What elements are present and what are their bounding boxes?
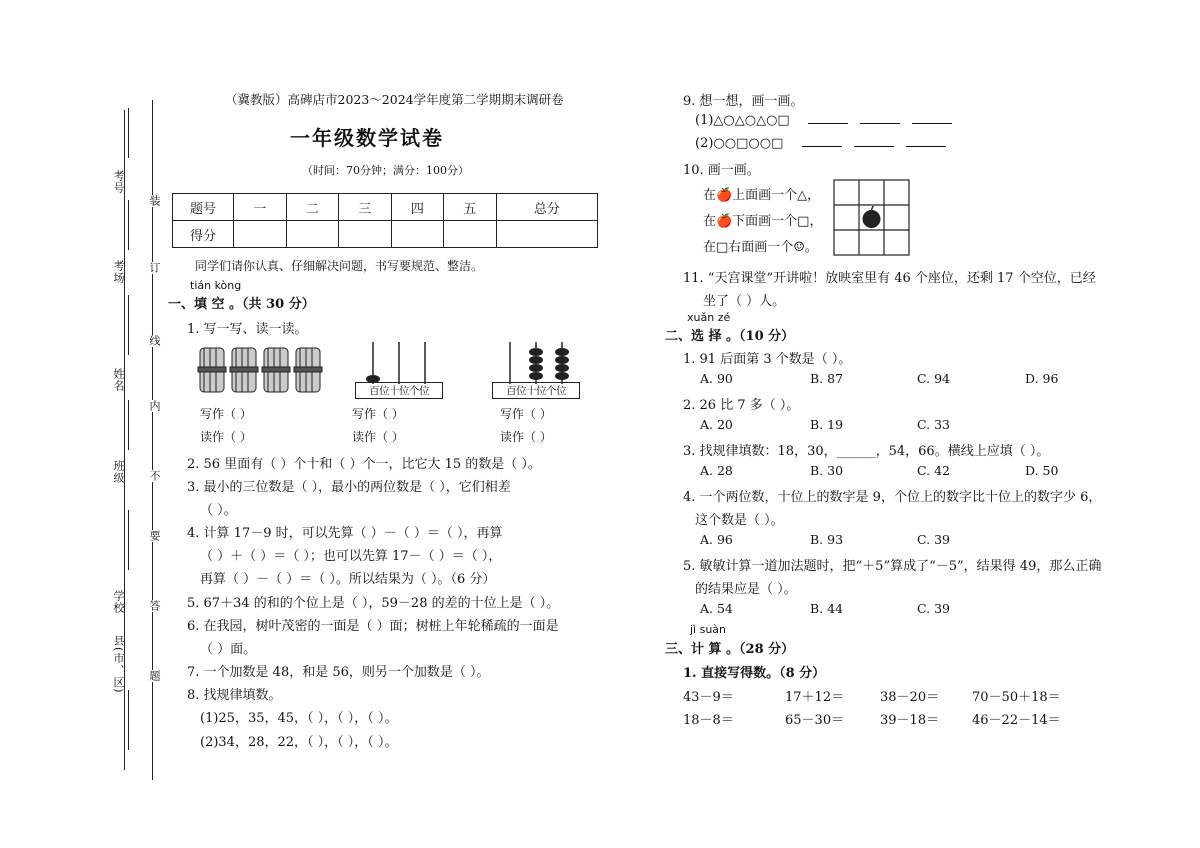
read-as-3[interactable]: 读作（ ） [500, 430, 552, 444]
instruction: 同学们请你认真、仔细解决问题，书写要规范、整洁。 [195, 259, 484, 273]
read-as-1[interactable]: 读作（ ） [200, 430, 252, 444]
q8-part2[interactable]: (2)34，28，22，（ ），（ ），（ ）。 [200, 735, 398, 750]
answer-line[interactable] [912, 123, 952, 124]
answer-line[interactable] [906, 146, 946, 147]
choice-option[interactable]: C. 94 [917, 371, 950, 386]
q4-text-c[interactable]: 再算（ ）－（ ）＝（ ）。所以结果为（ ）。（6 分） [200, 572, 496, 587]
abacus-rods [492, 340, 580, 384]
seal-char: 答 [148, 600, 161, 612]
section2-pinyin: xuǎn zé [687, 311, 731, 324]
q10-grid[interactable] [833, 179, 911, 257]
q8-text: 8. 找规律填数。 [187, 688, 282, 703]
q8-part1[interactable]: (1)25，35，45，（ ），（ ），（ ）。 [200, 711, 398, 726]
fill-line[interactable] [128, 510, 129, 570]
answer-line[interactable] [860, 123, 900, 124]
q5-text[interactable]: 5. 67＋34 的和的个位上是（ ），59－28 的差的十位上是（ ）。 [187, 596, 560, 611]
q10-instr-1: 在🍎上面画一个△， [703, 188, 821, 203]
choice-option[interactable]: C. 42 [917, 463, 950, 478]
score-table [172, 193, 598, 248]
choice-option[interactable]: B. 87 [810, 371, 844, 386]
fill-line[interactable] [128, 108, 129, 158]
stick-bundles-figure [196, 343, 331, 398]
abacus-rods [355, 340, 443, 384]
stick-bundle [262, 348, 290, 392]
q4-text-a[interactable]: 4. 计算 17－9 时，可以先算（ ）－（ ）＝（ ），再算 [187, 526, 503, 541]
q4-text-b[interactable]: （ ）＋（ ）＝（ ）；也可以先算 17－（ ）＝（ ）， [200, 549, 502, 564]
abacus-bead [555, 356, 569, 364]
abacus-bead [529, 348, 543, 356]
exam-title: 一年级数学试卷 [290, 126, 444, 150]
choice-option[interactable]: D. 96 [1025, 371, 1059, 386]
binding-margin [110, 100, 170, 780]
q7-text[interactable]: 7. 一个加数是 48，和是 56，则另一个加数是（ ）。 [187, 665, 490, 680]
score-label-cell: 得分 [173, 221, 234, 248]
choice-option[interactable]: A. 54 [700, 601, 733, 616]
section2-title: 二、选 择 。（10 分） [665, 329, 795, 344]
q3-text-a[interactable]: 3. 最小的三位数是（ ），最小的两位数是（ ），它们相差 [187, 480, 511, 495]
calc-item[interactable]: 43－9＝ [683, 690, 734, 705]
read-as-2[interactable]: 读作（ ） [352, 430, 404, 444]
seal-char: 装 [148, 195, 161, 207]
fill-line[interactable] [128, 690, 129, 750]
choice-option[interactable]: A. 90 [700, 371, 733, 386]
abacus-label: 百位十位个位 [492, 382, 580, 399]
q9-part1[interactable] [695, 113, 952, 128]
answer-line[interactable] [808, 123, 848, 124]
choice-option[interactable]: B. 30 [810, 463, 844, 478]
choice-option[interactable]: B. 19 [810, 417, 844, 432]
score-input-cell[interactable] [444, 221, 497, 248]
abacus-bead [529, 356, 543, 364]
stick-bundle [198, 348, 226, 392]
margin-label-county: 县(市、区) [112, 635, 125, 694]
choice-q2[interactable]: 2. 26 比 7 多（ ）。 [683, 398, 800, 413]
abacus-label: 百位十位个位 [355, 382, 443, 399]
choice-q5[interactable]: 5. 敏敏计算一道加法题时，把“＋5”算成了“－5”，结果得 49，那么正确 [683, 559, 1102, 574]
q3-text-b[interactable]: （ ）。 [200, 503, 237, 518]
write-as-1[interactable]: 写作（ ） [200, 407, 252, 421]
choice-option[interactable]: B. 93 [810, 532, 844, 547]
section3-pinyin: jì suàn [690, 623, 727, 636]
q10-text: 10. 画一画。 [683, 163, 760, 178]
fill-line[interactable] [128, 200, 129, 250]
score-header-cell: 题号 [173, 194, 234, 221]
margin-label-room: 考场 [112, 260, 125, 284]
margin-label-school: 学校 [112, 590, 125, 614]
q9-part2[interactable] [695, 136, 946, 151]
choice-option[interactable]: A. 20 [700, 417, 733, 432]
choice-option[interactable]: C. 33 [917, 417, 950, 432]
score-input-cell[interactable] [496, 221, 597, 248]
fill-line[interactable] [128, 295, 129, 355]
abacus-bead [529, 364, 543, 372]
exam-subtitle: （冀教版）高碑店市2023～2024学年度第二学期期末调研卷 [225, 92, 564, 107]
seal-char: 线 [148, 335, 161, 347]
abacus-2 [492, 340, 580, 398]
choice-option[interactable]: C. 39 [917, 532, 950, 547]
score-header-cell: 四 [391, 194, 444, 221]
abacus-bead [529, 372, 543, 380]
stick-bundle [230, 348, 258, 392]
q6-text-b[interactable]: （ ）面。 [200, 642, 257, 657]
seal-char: 要 [148, 530, 161, 542]
calc-item[interactable]: 18－8＝ [683, 713, 734, 728]
score-input-cell[interactable] [391, 221, 444, 248]
choice-q4-line2[interactable]: 这个数是（ ）。 [695, 513, 784, 528]
score-header-cell: 五 [444, 194, 497, 221]
abacus-bead [555, 364, 569, 372]
write-as-3[interactable]: 写作（ ） [500, 407, 552, 421]
score-header-cell: 三 [339, 194, 392, 221]
calc-title: 1. 直接写得数。（8 分） [683, 666, 826, 681]
choice-option[interactable]: A. 96 [700, 532, 733, 547]
choice-option[interactable]: A. 28 [700, 463, 733, 478]
apple-icon [863, 206, 881, 228]
score-header-cell: 一 [234, 194, 287, 221]
choice-q3[interactable]: 3. 找规律填数：18，30，______，54，66。横线上应填（ ）。 [683, 444, 1050, 459]
calc-item[interactable]: 65－30＝ [785, 713, 845, 728]
margin-label-name: 姓名 [112, 368, 125, 392]
calc-item[interactable]: 70－50＋18＝ [972, 690, 1061, 705]
answer-line[interactable] [802, 146, 842, 147]
choice-q4[interactable]: 4. 一个两位数，十位上的数字是 9，个位上的数字比十位上的数字少 6， [683, 490, 1102, 505]
q6-text-a[interactable]: 6. 在我园，树叶茂密的一面是（ ）面；树桩上年轮稀疏的一面是 [187, 619, 559, 634]
choice-option[interactable]: C. 39 [917, 601, 950, 616]
calc-item[interactable]: 17＋12＝ [785, 690, 845, 705]
abacus-bead [555, 348, 569, 356]
write-as-2[interactable]: 写作（ ） [352, 407, 404, 421]
abacus-bead [555, 372, 569, 380]
seal-char: 内 [148, 400, 161, 412]
score-header-cell: 总分 [496, 194, 597, 221]
choice-option[interactable]: B. 44 [810, 601, 844, 616]
q9-text: 9. 想一想，画一画。 [683, 94, 804, 109]
score-header-cell: 二 [286, 194, 339, 221]
q2-text[interactable]: 2. 56 里面有（ ）个十和（ ）个一，比它大 15 的数是（ ）。 [187, 457, 541, 472]
q1-text: 1. 写一写、读一读。 [187, 322, 308, 337]
margin-label-class: 班级 [112, 460, 125, 484]
seal-char: 订 [148, 262, 161, 274]
q11-text-b[interactable]: 坐了（ ）人。 [703, 294, 786, 309]
calc-item[interactable]: 39－18＝ [880, 713, 940, 728]
q10-instr-3: 在□右面画一个☺。 [703, 240, 818, 255]
q11-text-a: 11. “天宫课堂”开讲啦！放映室里有 46 个座位，还剩 17 个空位，已经 [683, 271, 1096, 286]
q9-pattern: (1)△○△○△○□ [695, 113, 790, 128]
score-input-cell[interactable] [234, 221, 287, 248]
q10-instr-2: 在🍎下面画一个□， [703, 214, 823, 229]
seal-char: 题 [148, 670, 161, 682]
calc-item[interactable]: 46－22－14＝ [972, 713, 1061, 728]
choice-q5-line2[interactable]: 的结果应是（ ）。 [695, 582, 797, 597]
seal-char: 不 [148, 470, 161, 482]
q9-pattern: (2)○○□○○□ [695, 136, 784, 151]
abacus-1 [355, 340, 443, 398]
stick-bundle [294, 348, 322, 392]
time-note: （时间：70分钟；满分：100分） [302, 164, 469, 177]
calc-item[interactable]: 38－20＝ [880, 690, 940, 705]
score-input-cell[interactable] [286, 221, 339, 248]
margin-label-exam-no: 考号 [112, 170, 125, 194]
choice-q1[interactable]: 1. 91 后面第 3 个数是（ ）。 [683, 352, 852, 367]
section3-title: 三、计 算 。（28 分） [665, 642, 795, 657]
section1-pinyin: tián kòng [190, 279, 242, 292]
section1-title: 一、填 空 。（共 30 分） [168, 297, 315, 312]
choice-option[interactable]: D. 50 [1025, 463, 1059, 478]
fill-line[interactable] [128, 400, 129, 450]
answer-line[interactable] [854, 146, 894, 147]
score-input-cell[interactable] [339, 221, 392, 248]
